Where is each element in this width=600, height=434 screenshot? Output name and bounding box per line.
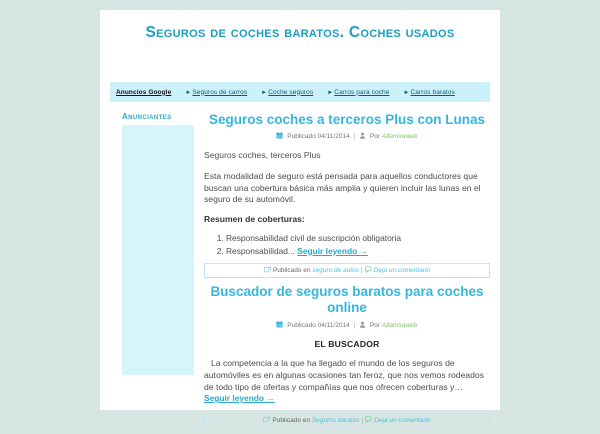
triangle-right-icon: ► (403, 89, 410, 96)
read-more-link[interactable]: Seguir leyendo → (297, 245, 368, 256)
post-category-link[interactable]: seguro de autos (312, 266, 359, 274)
post-lead-paragraph: Seguros coches, terceros Plus (204, 150, 321, 161)
post-published-date: Publicado 04/11/2014 (287, 321, 350, 329)
post-article (204, 112, 490, 278)
comment-icon (365, 266, 372, 275)
post-subheading: Resumen de coberturas: (204, 213, 305, 224)
post-paragraph (204, 358, 490, 404)
ad-link-3[interactable] (403, 89, 454, 96)
site-title: Seguros de coches baratos. Coches usados (145, 24, 455, 41)
sidebar-widget-title: Anunciantes (122, 112, 172, 121)
post-by-label: Por (369, 133, 380, 141)
post-published-date: Publicado 04/11/2014 (287, 133, 350, 141)
user-icon (359, 321, 366, 330)
calendar-icon (276, 132, 283, 141)
post-title-link[interactable]: Seguros coches a terceros Plus con Lunas (208, 112, 486, 127)
meta-separator: | (353, 133, 356, 141)
folder-icon (264, 266, 271, 275)
post-meta (204, 321, 490, 330)
site-container (100, 10, 500, 424)
list-item-text: Responsabilidad... (226, 245, 295, 256)
footer-separator: | (361, 416, 364, 424)
meta-separator: | (353, 321, 356, 329)
post-author-link[interactable]: Altamiraweb (381, 133, 418, 141)
leave-comment-link[interactable]: Deja un comentario (374, 416, 431, 424)
ad-link-label: Carros baratos (410, 88, 455, 96)
post-article (204, 284, 490, 428)
folder-icon (263, 416, 270, 425)
ad-link-0[interactable] (185, 89, 247, 96)
post-author-link[interactable]: Altamiraweb (381, 321, 418, 329)
google-ads-brand-link[interactable]: Anuncios Google (116, 88, 172, 96)
posted-in-label: Publicado en (272, 266, 311, 274)
post-paragraph: Esta modalidad de seguro está pensada para aquellos conductores que buscan una cobertura básica más amplia y quieren incluir las lunas en el seguro de su automóvil. (204, 171, 481, 205)
post-meta (204, 132, 490, 141)
page-columns (100, 102, 500, 434)
comment-icon (365, 416, 372, 425)
footer-separator: | (360, 266, 363, 274)
main-content (200, 112, 500, 434)
post-centered-heading: EL BUSCADOR (314, 338, 380, 349)
post-by-label: Por (369, 321, 380, 329)
post-footer (204, 413, 490, 428)
triangle-right-icon: ► (185, 89, 192, 96)
list-item (226, 245, 490, 257)
list-item: 1. Responsabilidad civil de suscripción obligatoria (226, 232, 490, 244)
posted-in-label: Publicado en (272, 416, 310, 424)
read-more-link[interactable]: Seguir leyendo → (204, 393, 275, 404)
post-body (204, 339, 490, 405)
post-paragraph-text: La competencia a la que ha llegado el mundo de los seguros de automóviles es en algunas ocasiones tan feroz, que nos vemos rodeados de todo tipo de ofertas y compañías que nos ofrecen coberturas y… (204, 358, 484, 392)
sidebar (100, 112, 200, 434)
user-icon (359, 132, 366, 141)
coverage-list (204, 232, 490, 256)
leave-comment-link[interactable]: Deja un comentario (373, 266, 431, 274)
calendar-icon (276, 321, 283, 330)
google-ads-bar (110, 82, 490, 102)
ad-link-label: Seguros de carros (192, 88, 248, 96)
post-body (204, 150, 490, 256)
triangle-right-icon: ► (327, 89, 334, 96)
sidebar-ad-placeholder[interactable] (122, 125, 194, 375)
site-header (100, 10, 500, 82)
ad-link-2[interactable] (327, 89, 389, 96)
ad-link-label: Carros para coche (334, 88, 390, 96)
ad-link-label: Coche seguros (268, 88, 314, 96)
triangle-right-icon: ► (261, 89, 268, 96)
post-footer (204, 263, 490, 278)
post-title-link[interactable]: Buscador de seguros baratos para coches online (210, 283, 484, 316)
post-category-link[interactable]: Seguros baratos (311, 416, 360, 424)
ad-link-1[interactable] (261, 89, 313, 96)
